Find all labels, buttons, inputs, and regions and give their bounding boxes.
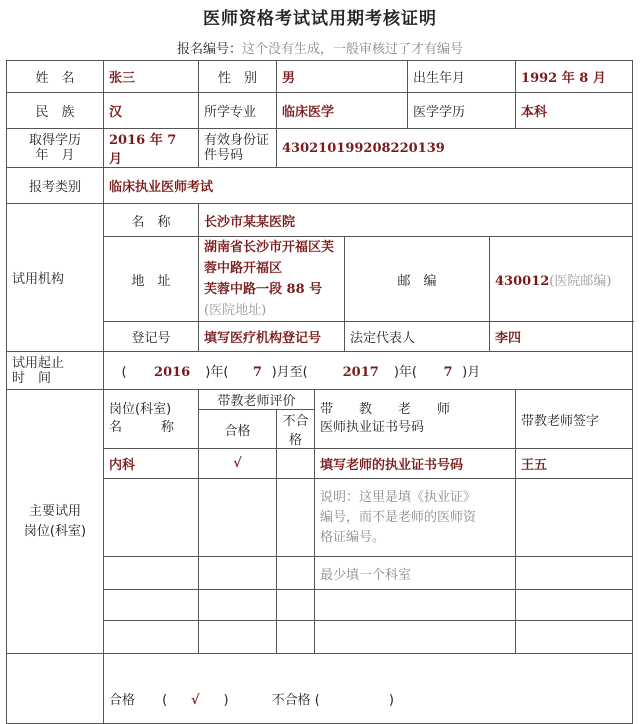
result-fail-close: ) <box>388 693 394 708</box>
posts-header-eval: 带教老师评价 <box>199 390 315 410</box>
name-label: 姓 名 <box>7 61 104 93</box>
posts-header-post <box>104 390 199 449</box>
nation-value: 汉 <box>104 93 199 129</box>
id-label-1: 有效身份证 <box>204 133 270 148</box>
post-fail-empty-4 <box>277 590 315 621</box>
note-line-3: 格证编号。 <box>320 529 386 545</box>
registration-label: 报名编号： <box>176 42 242 57</box>
org-zip-value <box>490 237 633 322</box>
registration-number <box>0 38 640 57</box>
post-sign-empty-5 <box>516 621 633 654</box>
post-name-empty-2 <box>104 479 199 557</box>
posts-section-label-1: 主要试用 <box>28 503 81 519</box>
posts-header-post-1: 岗位(科室) <box>109 402 172 417</box>
period-year1: 2016 <box>154 365 191 380</box>
post-fail-empty-3 <box>277 557 315 590</box>
period-close4: )月 <box>462 365 481 380</box>
org-addr-value <box>199 237 345 322</box>
gender-value: 男 <box>277 61 408 93</box>
post-cert-empty-5 <box>315 621 516 654</box>
edu-value: 本科 <box>516 93 633 129</box>
post-teacher-note <box>315 479 516 557</box>
period-label-2: 时 间 <box>12 370 52 386</box>
major-label: 所学专业 <box>199 93 277 129</box>
posts-header-pass: 合格 <box>199 410 277 449</box>
org-addr-label: 地 址 <box>104 237 199 322</box>
result-pass-label: 合格 <box>109 693 136 708</box>
post-pass-empty-2 <box>199 479 277 557</box>
nation-label: 民 族 <box>7 93 104 129</box>
id-value: 430210199208220139 <box>277 129 633 168</box>
org-rep-label: 法定代表人 <box>345 322 490 352</box>
post-teacher-cert: 填写老师的执业证书号码 <box>315 449 516 479</box>
result-pass-close: ) <box>223 693 229 708</box>
post-name-empty-3 <box>104 557 199 590</box>
note-line-1: 说明：这里是填《执业证》 <box>320 489 477 505</box>
id-label-2: 件号码 <box>204 148 244 163</box>
post-cert-empty-4 <box>315 590 516 621</box>
row-period <box>7 352 633 390</box>
posts-section-label <box>7 390 104 654</box>
category-label: 报考类别 <box>7 168 104 204</box>
post-pass-empty-4 <box>199 590 277 621</box>
org-addr-line1: 湖南省长沙市开福区芙蓉中路开福区 <box>204 240 335 276</box>
org-addr-line2: 芙蓉中路一段 88 号 <box>204 282 323 297</box>
period-label <box>7 352 104 390</box>
period-year2: 2017 <box>342 365 379 380</box>
posts-header-fail: 不合格 <box>277 410 315 449</box>
row-degree <box>7 129 633 168</box>
result-value <box>104 654 633 724</box>
org-reg-label: 登记号 <box>104 322 199 352</box>
posts-header-row-1 <box>7 390 633 410</box>
org-zip-label: 邮 编 <box>345 237 490 322</box>
degree-time-label-1: 取得学历 <box>28 133 81 148</box>
period-open1: ( <box>121 365 127 380</box>
post-name-empty-4 <box>104 590 199 621</box>
period-month2: 7 <box>443 365 453 380</box>
row-category <box>7 168 633 204</box>
category-value: 临床执业医师考试 <box>104 168 633 204</box>
org-name-value: 长沙市某某医院 <box>199 204 633 237</box>
org-zip-hint: (医院邮编) <box>549 273 612 289</box>
edu-label: 医学学历 <box>408 93 516 129</box>
period-label-1: 试用起止 <box>12 355 65 371</box>
result-label-empty <box>7 654 104 724</box>
degree-time-label-2: 年 月 <box>35 148 75 163</box>
org-zip: 430012 <box>495 273 550 289</box>
name-value: 张三 <box>104 61 199 93</box>
post-fail-mark <box>277 449 315 479</box>
period-close3: )年( <box>393 365 417 380</box>
birth-value: 1992 年 8 月 <box>516 61 633 93</box>
result-fail-label: 不合格 <box>271 693 311 708</box>
posts-header-teacher-1: 带 教 老 师 <box>320 402 451 417</box>
gender-label: 性 别 <box>199 61 277 93</box>
registration-note: 这个没有生成，一般审核过了才有编号 <box>242 42 464 57</box>
org-name-row <box>7 204 633 237</box>
post-fail-empty-5 <box>277 621 315 654</box>
post-teacher-min-note: 最少填一个科室 <box>315 557 516 590</box>
major-value: 临床医学 <box>277 93 408 129</box>
org-section-label: 试用机构 <box>7 204 104 352</box>
result-pass-open: ( <box>162 693 168 708</box>
posts-header-teacher-2: 医师执业证书号码 <box>320 420 425 435</box>
assessment-form <box>6 60 633 724</box>
post-pass-empty-3 <box>199 557 277 590</box>
posts-header-sign: 带教老师签字 <box>516 390 633 449</box>
degree-time-value: 2016 年 7 月 <box>104 129 199 168</box>
post-sign-empty-3 <box>516 557 633 590</box>
post-pass-mark: √ <box>199 449 277 479</box>
post-fail-empty-2 <box>277 479 315 557</box>
row-result <box>7 654 633 724</box>
post-pass-empty-5 <box>199 621 277 654</box>
org-name-label: 名 称 <box>104 204 199 237</box>
degree-time-label <box>7 129 104 168</box>
birth-label: 出生年月 <box>408 61 516 93</box>
period-value <box>104 352 633 390</box>
document-title: 医师资格考试试用期考核证明 <box>203 9 437 29</box>
org-addr-hint: (医院地址) <box>204 303 267 318</box>
post-teacher-sign: 王五 <box>516 449 633 479</box>
id-label <box>199 129 277 168</box>
posts-header-post-2: 名 称 <box>109 420 175 435</box>
row-name <box>7 61 633 93</box>
period-month1: 7 <box>252 365 262 380</box>
post-sign-empty-4 <box>516 590 633 621</box>
post-name: 内科 <box>104 449 199 479</box>
row-nation <box>7 93 633 129</box>
result-fail-open: ( <box>314 693 320 708</box>
posts-section-label-2: 岗位(科室) <box>23 523 87 539</box>
post-name-empty-5 <box>104 621 199 654</box>
result-pass-mark: √ <box>191 693 200 708</box>
period-close1: )年( <box>205 365 229 380</box>
posts-header-teacher <box>315 390 516 449</box>
org-reg-value: 填写医疗机构登记号 <box>199 322 345 352</box>
post-sign-empty-2 <box>516 479 633 557</box>
org-rep-value: 李四 <box>490 322 633 352</box>
note-line-2: 编号，而不是老师的医师资 <box>320 509 477 525</box>
period-close2: )月至( <box>271 365 308 380</box>
